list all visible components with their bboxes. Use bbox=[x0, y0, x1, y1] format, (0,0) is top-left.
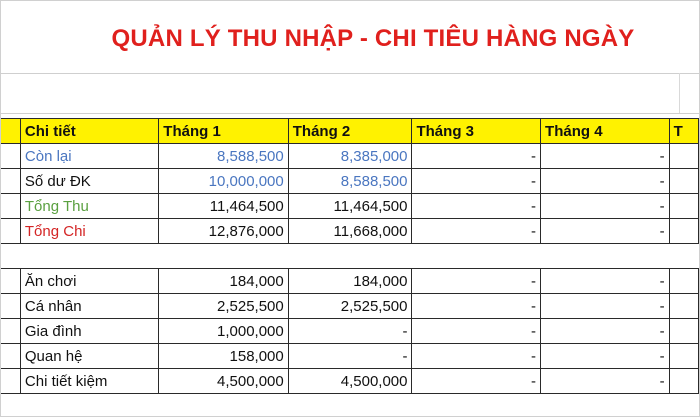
detail-value-cell[interactable]: - bbox=[541, 294, 670, 319]
summary-value-cell[interactable]: 11,668,000 bbox=[288, 219, 412, 244]
summary-row bbox=[1, 144, 699, 169]
column-header-4[interactable]: Tháng 3 bbox=[412, 119, 541, 144]
summary-value-cell[interactable]: - bbox=[412, 144, 541, 169]
column-header-5[interactable]: Tháng 4 bbox=[541, 119, 670, 144]
gridline bbox=[679, 73, 680, 113]
summary-value-cell[interactable]: 8,385,000 bbox=[288, 144, 412, 169]
summary-row bbox=[1, 194, 699, 219]
summary-value-cell[interactable] bbox=[669, 194, 698, 219]
summary-value-cell[interactable]: 11,464,500 bbox=[288, 194, 412, 219]
row-header-cell[interactable] bbox=[1, 344, 20, 369]
detail-value-cell[interactable]: - bbox=[412, 294, 541, 319]
summary-value-cell[interactable]: 10,000,000 bbox=[159, 169, 288, 194]
summary-value-cell[interactable]: - bbox=[412, 194, 541, 219]
detail-row bbox=[1, 319, 699, 344]
detail-label[interactable]: Cá nhân bbox=[20, 294, 158, 319]
gridline bbox=[1, 73, 700, 74]
row-header-cell[interactable] bbox=[1, 119, 20, 144]
detail-label[interactable]: Ăn chơi bbox=[20, 269, 158, 294]
empty-cell[interactable] bbox=[1, 244, 20, 269]
column-header-3[interactable]: Tháng 2 bbox=[288, 119, 412, 144]
detail-value-cell[interactable]: - bbox=[412, 344, 541, 369]
detail-value-cell[interactable]: - bbox=[541, 319, 670, 344]
summary-label[interactable]: Tổng Thu bbox=[20, 194, 158, 219]
empty-cell[interactable] bbox=[20, 244, 158, 269]
detail-value-cell[interactable]: - bbox=[541, 269, 670, 294]
detail-value-cell[interactable]: 2,525,500 bbox=[159, 294, 288, 319]
summary-value-cell[interactable] bbox=[669, 169, 698, 194]
detail-value-cell[interactable] bbox=[669, 369, 698, 394]
column-header-1[interactable]: Chi tiết bbox=[20, 119, 158, 144]
summary-value-cell[interactable]: 8,588,500 bbox=[288, 169, 412, 194]
detail-value-cell[interactable] bbox=[669, 294, 698, 319]
row-header-cell[interactable] bbox=[1, 169, 20, 194]
detail-value-cell[interactable]: - bbox=[412, 319, 541, 344]
detail-value-cell[interactable]: - bbox=[541, 344, 670, 369]
gridline bbox=[1, 113, 700, 114]
spacer-row bbox=[1, 244, 699, 269]
summary-value-cell[interactable]: - bbox=[412, 219, 541, 244]
detail-row bbox=[1, 344, 699, 369]
detail-value-cell[interactable] bbox=[669, 319, 698, 344]
summary-value-cell[interactable]: - bbox=[541, 144, 670, 169]
summary-value-cell[interactable]: 8,588,500 bbox=[159, 144, 288, 169]
column-header-2[interactable]: Tháng 1 bbox=[159, 119, 288, 144]
summary-value-cell[interactable] bbox=[669, 144, 698, 169]
detail-value-cell[interactable]: - bbox=[288, 319, 412, 344]
detail-value-cell[interactable]: 2,525,500 bbox=[288, 294, 412, 319]
summary-value-cell[interactable] bbox=[669, 219, 698, 244]
summary-value-cell[interactable]: - bbox=[412, 169, 541, 194]
detail-value-cell[interactable] bbox=[669, 344, 698, 369]
detail-value-cell[interactable]: 1,000,000 bbox=[159, 319, 288, 344]
empty-cell[interactable] bbox=[669, 244, 698, 269]
detail-value-cell[interactable]: 184,000 bbox=[288, 269, 412, 294]
summary-value-cell[interactable]: - bbox=[541, 219, 670, 244]
summary-value-cell[interactable]: 12,876,000 bbox=[159, 219, 288, 244]
detail-row bbox=[1, 269, 699, 294]
row-header-cell[interactable] bbox=[1, 294, 20, 319]
row-header-cell[interactable] bbox=[1, 194, 20, 219]
empty-cell[interactable] bbox=[541, 244, 670, 269]
summary-row bbox=[1, 219, 699, 244]
summary-label[interactable]: Còn lại bbox=[20, 144, 158, 169]
detail-value-cell[interactable]: 4,500,000 bbox=[159, 369, 288, 394]
detail-value-cell[interactable]: 184,000 bbox=[159, 269, 288, 294]
empty-cell[interactable] bbox=[288, 244, 412, 269]
detail-label[interactable]: Quan hệ bbox=[20, 344, 158, 369]
budget-table bbox=[1, 118, 699, 394]
summary-label[interactable]: Tổng Chi bbox=[20, 219, 158, 244]
row-header-cell[interactable] bbox=[1, 369, 20, 394]
detail-value-cell[interactable]: - bbox=[541, 369, 670, 394]
detail-value-cell[interactable]: - bbox=[288, 344, 412, 369]
page-title: QUẢN LÝ THU NHẬP - CHI TIÊU HÀNG NGÀY bbox=[111, 25, 635, 52]
detail-value-cell[interactable]: 4,500,000 bbox=[288, 369, 412, 394]
summary-value-cell[interactable]: - bbox=[541, 194, 670, 219]
header-row bbox=[1, 119, 699, 144]
column-header-6[interactable]: T bbox=[669, 119, 698, 144]
detail-value-cell[interactable] bbox=[669, 269, 698, 294]
row-header-cell[interactable] bbox=[1, 144, 20, 169]
detail-value-cell[interactable]: - bbox=[412, 369, 541, 394]
detail-value-cell[interactable]: 158,000 bbox=[159, 344, 288, 369]
detail-row bbox=[1, 369, 699, 394]
summary-value-cell[interactable]: - bbox=[541, 169, 670, 194]
detail-value-cell[interactable]: - bbox=[412, 269, 541, 294]
detail-label[interactable]: Gia đình bbox=[20, 319, 158, 344]
row-header-cell[interactable] bbox=[1, 219, 20, 244]
row-header-cell[interactable] bbox=[1, 319, 20, 344]
detail-label[interactable]: Chi tiết kiệm bbox=[20, 369, 158, 394]
summary-value-cell[interactable]: 11,464,500 bbox=[159, 194, 288, 219]
detail-row bbox=[1, 294, 699, 319]
empty-cell[interactable] bbox=[159, 244, 288, 269]
summary-label[interactable]: Số dư ĐK bbox=[20, 169, 158, 194]
empty-cell[interactable] bbox=[412, 244, 541, 269]
row-header-cell[interactable] bbox=[1, 269, 20, 294]
summary-row bbox=[1, 169, 699, 194]
